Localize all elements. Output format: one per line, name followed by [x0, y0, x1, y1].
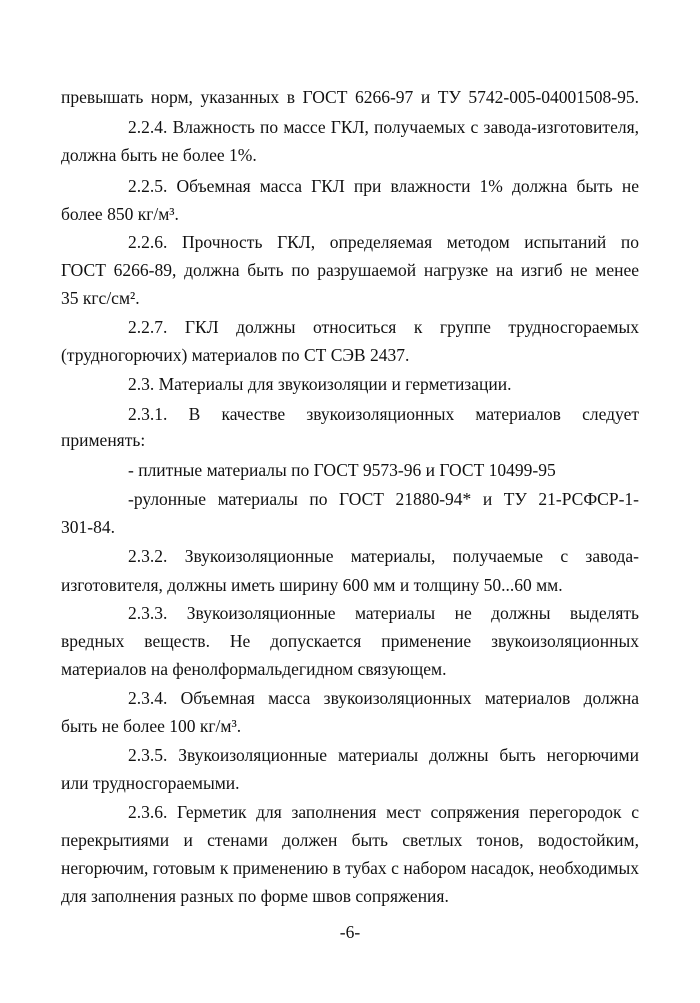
paragraph-2-3-1-line: 2.3.1. В качестве звукоизоляционных материалов следует	[128, 404, 639, 424]
section-2-3-heading: 2.3. Материалы для звукоизоляции и герметизации.	[128, 374, 512, 394]
paragraph-2-3-3-line: 2.3.3. Звукоизоляционные материалы не должны выделять	[128, 603, 639, 623]
paragraph-2-3-2-line: 2.3.2. Звукоизоляционные материалы, получаемые с завода-	[128, 546, 639, 566]
list-item-roll-materials: -рулонные материалы по ГОСТ 21880-94* и ТУ 21-РСФСР-1-	[128, 489, 639, 509]
text-line: перекрытиями и стенами должен быть светлых тонов, водостойким,	[61, 830, 639, 850]
text-line: более 850 кг/м³.	[61, 204, 179, 224]
page-number: -6-	[339, 922, 361, 942]
paragraph-2-3-4-line: 2.3.4. Объемная масса звукоизоляционных материалов должна	[128, 688, 639, 708]
text-line: изготовителя, должны иметь ширину 600 мм и толщину 50...60 мм.	[61, 575, 563, 595]
text-line: применять:	[61, 430, 146, 450]
paragraph-2-3-5-line: 2.3.5. Звукоизоляционные материалы должны быть негорючими	[128, 745, 639, 765]
paragraph-2-2-4-line: 2.2.4. Влажность по массе ГКЛ, получаемых с завода-изготовителя,	[128, 117, 639, 137]
text-line: быть не более 100 кг/м³.	[61, 716, 242, 736]
text-line: должна быть не более 1%.	[61, 145, 257, 165]
paragraph-2-2-7-line: 2.2.7. ГКЛ должны относиться к группе трудносгораемых	[128, 317, 639, 337]
text-line: для заполнения разных по форме швов сопряжения.	[61, 886, 449, 906]
paragraph-2-2-6-line: 2.2.6. Прочность ГКЛ, определяемая методом испытаний по	[128, 232, 639, 252]
text-line: негорючим, готовым к применению в тубах с набором насадок, необходимых	[61, 858, 639, 878]
text-line: или трудносгораемыми.	[61, 773, 240, 793]
text-line: материалов на фенолформальдегидном связующем.	[61, 659, 447, 679]
list-item-plate-materials: - плитные материалы по ГОСТ 9573-96 и ГОСТ 10499-95	[128, 460, 556, 480]
paragraph-2-2-5-line: 2.2.5. Объемная масса ГКЛ при влажности 1% должна быть не	[128, 176, 639, 196]
text-line: 301-84.	[61, 517, 115, 537]
text-line: 35 кгс/см².	[61, 288, 140, 308]
paragraph-2-3-6-line: 2.3.6. Герметик для заполнения мест сопряжения перегородок с	[128, 802, 639, 822]
text-line: (трудногорючих) материалов по СТ СЭВ 2437.	[61, 345, 410, 365]
text-line: ГОСТ 6266-89, должна быть по разрушаемой нагрузке на изгиб не менее	[61, 260, 639, 280]
text-line: превышать норм, указанных в ГОСТ 6266-97 и ТУ 5742-005-04001508-95.	[61, 87, 639, 107]
text-line: вредных веществ. Не допускается применение звукоизоляционных	[61, 631, 639, 651]
